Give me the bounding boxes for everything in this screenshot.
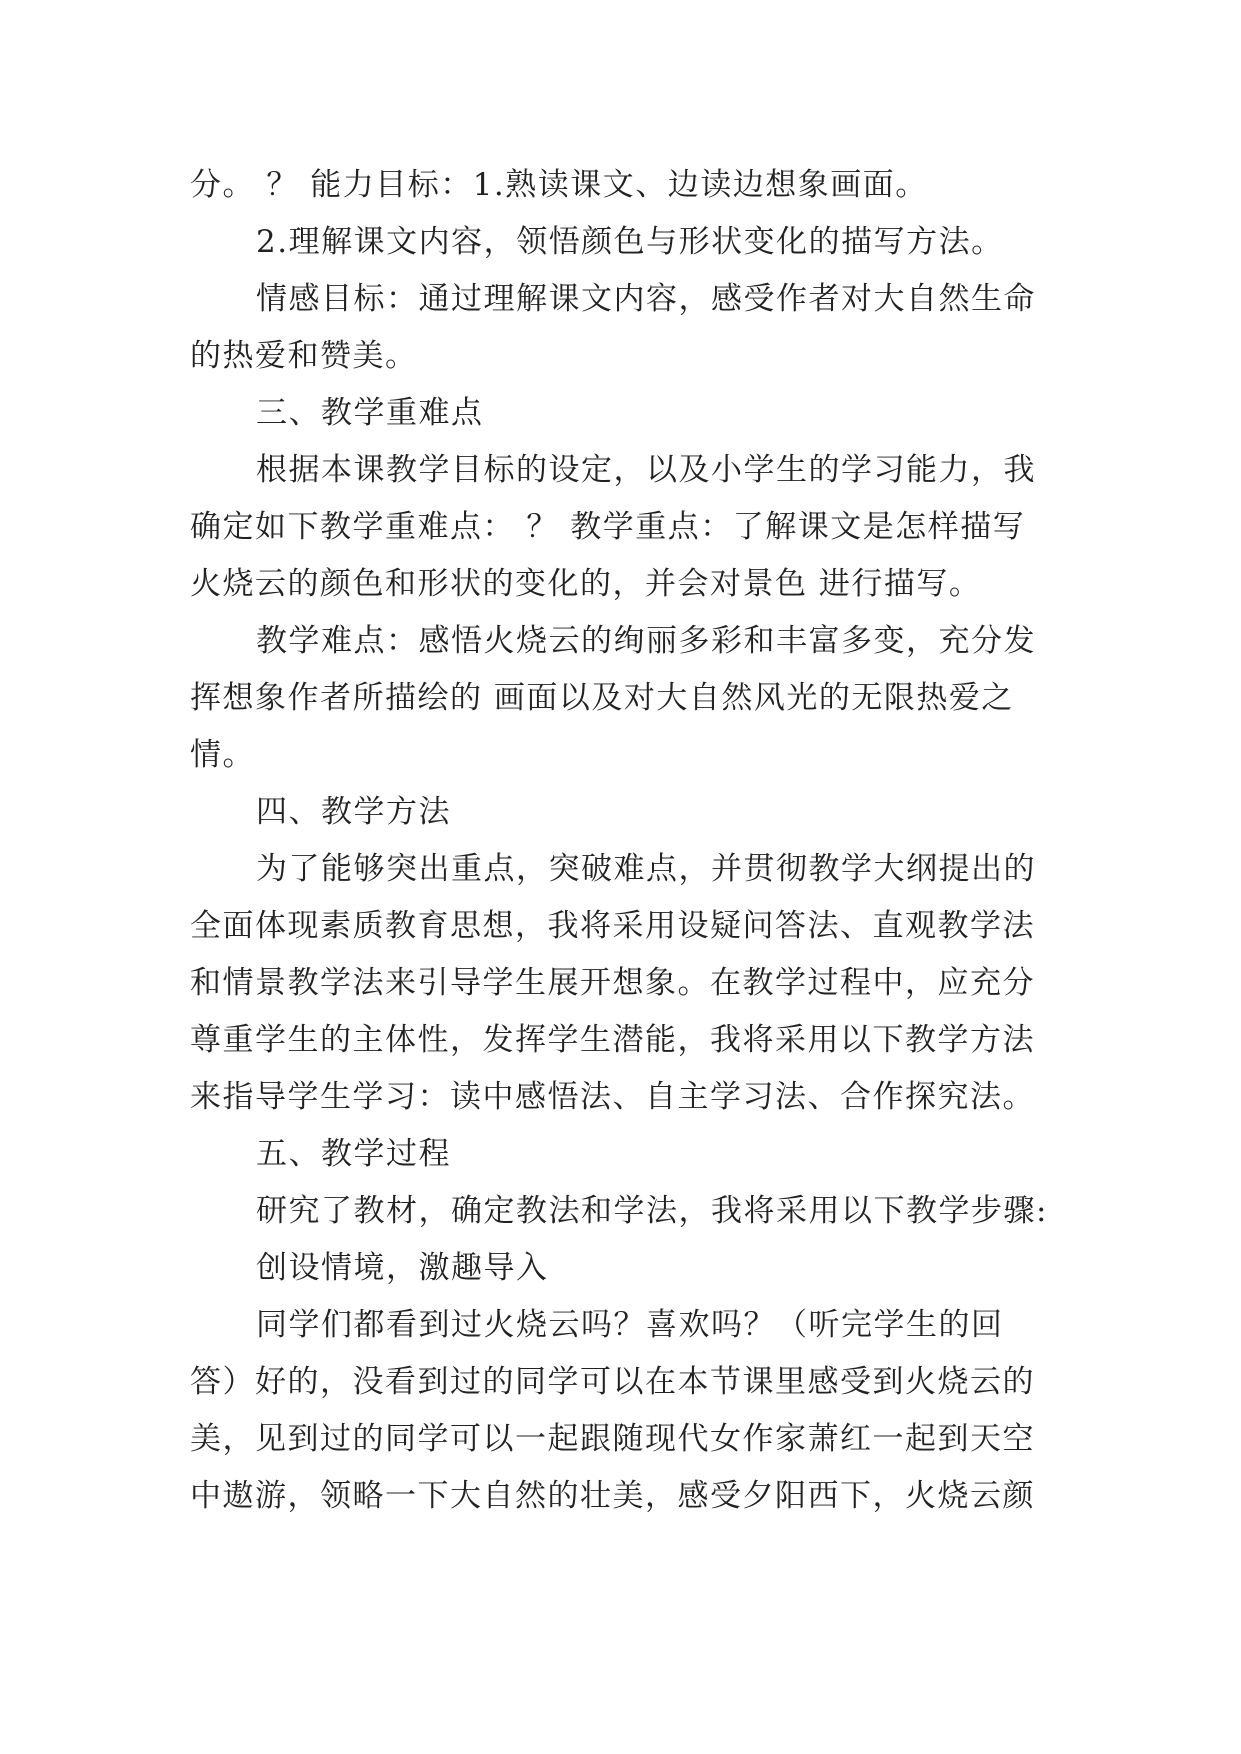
text-line: 创设情境，激趣导入 (256, 1250, 549, 1286)
text-line: 2.理解课文内容，领悟颜色与形状变化的描写方法。 (256, 224, 1004, 260)
text-line: 分。 ？ 能力目标：1.熟读课文、边读边想象画面。 (190, 167, 928, 203)
text-line: 根据本课教学目标的设定，以及小学生的学习能力，我 (256, 452, 1036, 488)
text-line: 美，见到过的同学可以一起跟随现代女作家萧红一起到天空 (190, 1421, 1035, 1457)
text-line: 教学难点：感悟火烧云的绚丽多彩和丰富多变，充分发 (256, 623, 1036, 659)
text-line: 和情景教学法来引导学生展开想象。在教学过程中，应充分 (190, 965, 1035, 1001)
section-heading: 四、教学方法 (256, 794, 451, 830)
text-line: 研究了教材，确定教法和学法，我将采用以下教学步骤: (256, 1193, 1048, 1229)
text-line: 答）好的，没看到过的同学可以在本节课里感受到火烧云的 (190, 1364, 1035, 1400)
text-line: 火烧云的颜色和形状的变化的，并会对景色 进行描写。 (190, 566, 982, 602)
text-line: 情。 (190, 737, 255, 773)
section-heading: 五、教学过程 (256, 1136, 451, 1172)
text-line: 情感目标：通过理解课文内容，感受作者对大自然生命 (256, 281, 1036, 317)
text-line: 同学们都看到过火烧云吗？喜欢吗？（听完学生的回 (256, 1307, 1004, 1343)
text-line: 确定如下教学重难点： ？ 教学重点：了解课文是怎样描写 (190, 509, 1026, 545)
section-heading: 三、教学重难点 (256, 395, 484, 431)
text-line: 中遨游，领略一下大自然的壮美，感受夕阳西下，火烧云颜 (190, 1478, 1035, 1514)
text-line: 为了能够突出重点，突破难点，并贯彻教学大纲提出的 (256, 851, 1036, 887)
text-line: 来指导学生学习：读中感悟法、自主学习法、合作探究法。 (190, 1079, 1035, 1115)
text-line: 挥想象作者所描绘的 画面以及对大自然风光的无限热爱之 (190, 680, 1014, 716)
text-line: 全面体现素质教育思想，我将采用设疑问答法、直观教学法 (190, 908, 1035, 944)
text-line: 的热爱和赞美。 (190, 338, 418, 374)
text-line: 尊重学生的主体性，发挥学生潜能，我将采用以下教学方法 (190, 1022, 1035, 1058)
